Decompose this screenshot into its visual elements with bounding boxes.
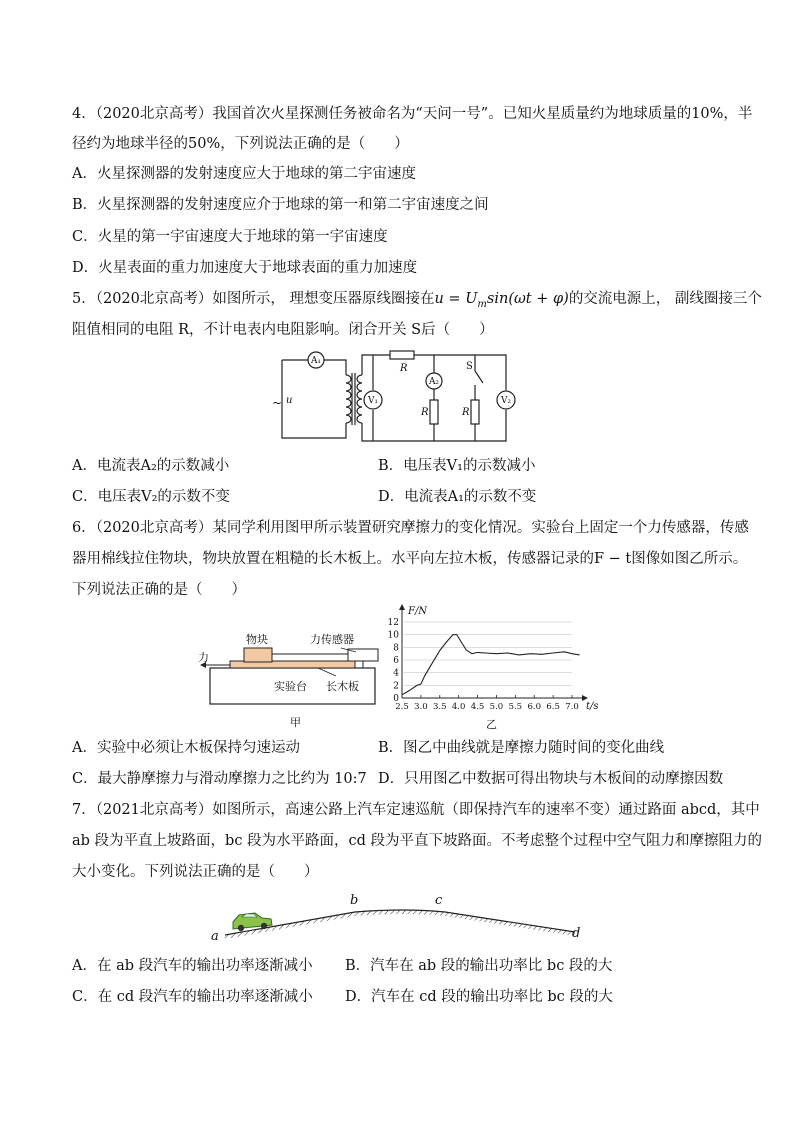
figure-jia-caption: 甲 [290,716,301,729]
voltmeter-v1-label: V₁ [367,396,379,406]
resistor-r-right-label: R [462,407,470,418]
y-tick-label: 10 [387,630,399,641]
board-label: 长木板 [326,680,359,693]
point-c-label: c [435,893,443,908]
resistor-r-top-label: R [400,363,408,374]
y-tick-label: 2 [393,681,399,692]
q5-option-a: A．电流表A₂的示数减小 [72,458,230,474]
point-a-label: a [211,929,219,944]
q5-formula-sub: m [477,298,487,310]
point-d-label: d [572,926,581,941]
point-b-label: b [350,893,359,908]
q5-stem-text-a: 5．（2020北京高考）如图所示， 理想变压器原线圈接在 [72,291,435,307]
q4-option-a: A．火星探测器的发射速度应大于地球的第二宇宙速度 [72,166,416,182]
q7-option-b: B．汽车在 ab 段的输出功率比 bc 段的大 [345,958,613,974]
pull-force-label: 力 [198,651,209,664]
force-time-chart [387,602,605,732]
block-label: 物块 [246,633,268,646]
chart-x-axis-label: t/s [586,701,599,712]
q5-option-d: D．电流表A₁的示数不变 [378,489,537,505]
sensor-label: 力传感器 [310,633,354,646]
x-tick-label: 7.0 [565,702,579,712]
q7-option-a: A．在 ab 段汽车的输出功率逐渐减小 [72,958,313,974]
figure-yi-caption: 乙 [486,718,497,731]
q4-option-c: C．火星的第一宇宙速度大于地球的第一宇宙速度 [72,229,388,245]
table-label: 实验台 [274,680,307,693]
q6-stem-line2: 器用棉线拉住物块，物块放置在粗糙的长木板上。水平向左拉木板，传感器记录的F − t图像如图乙所示。 [72,551,748,567]
x-tick-label: 5.5 [508,702,523,712]
ac-source-icon: ~ [272,396,283,410]
q6-option-a: A．实验中必须让木板保持匀速运动 [72,740,300,756]
q6-option-d: D．只用图乙中数据可得出物块与木板间的动摩擦因数 [378,771,724,787]
y-tick-label: 8 [393,643,399,654]
chart-y-axis-label: F/N [408,606,428,617]
q5-formula-main: u = U [434,291,478,307]
x-tick-label: 3.0 [414,702,428,712]
q5-option-c: C．电压表V₂的示数不变 [72,489,230,505]
q5-formula-tail: sin(ωt + φ) [486,291,569,307]
x-tick-label: 4.0 [451,702,466,712]
q4-option-b: B．火星探测器的发射速度应介于地球的第一和第二宇宙速度之间 [72,197,489,213]
q5-formula [434,291,569,310]
resistor-r-mid-label: R [421,407,429,418]
x-tick-label: 6.5 [546,702,560,712]
x-tick-label: 4.5 [470,702,485,712]
transformer-circuit-figure [270,345,530,450]
y-tick-label: 0 [393,694,399,704]
y-tick-label: 6 [393,656,399,666]
ammeter-a1-label: A₁ [310,356,322,366]
x-tick-label: 2.5 [395,702,409,712]
y-tick-label: 12 [387,618,399,628]
q6-option-b: B．图乙中曲线就是摩擦力随时间的变化曲线 [378,740,665,756]
q4-stem-line1: 4．（2020北京高考）我国首次火星探测任务被命名为“天问一号”。已知火星质量约为地球质量的10%，半 [72,106,753,122]
q7-option-d: D．汽车在 cd 段的输出功率比 bc 段的大 [345,989,613,1005]
x-tick-label: 5.0 [489,702,504,712]
q6-option-c: C．最大静摩擦力与滑动摩擦力之比约为 10:7 [72,771,367,787]
road-profile-figure [205,890,595,948]
q7-stem-line1: 7．（2021北京高考）如图所示，高速公路上汽车定速巡航（即保持汽车的速率不变）通过路面 abcd，其中 [72,802,760,818]
q6-stem-line3: 下列说法正确的是（ ） [72,582,246,598]
source-u-label: u [286,395,293,406]
q7-stem-line2: ab 段为平直上坡路面，bc 段为水平路面，cd 段为平直下坡路面。不考虑整个过程中空气阻力和摩擦阻力的 [72,833,763,849]
friction-apparatus-figure [198,628,388,728]
y-axis-arrow-icon [399,604,405,610]
ammeter-a2-label: A₂ [428,377,440,387]
y-tick-label: 4 [393,668,399,679]
q7-option-c: C．在 cd 段汽车的输出功率逐渐减小 [72,989,313,1005]
q4-stem-line2: 径约为地球半径的50%，下列说法正确的是（ ） [72,136,409,152]
q5-stem-text-b: 的交流电源上， 副线圈接三个 [568,291,762,307]
force-curve-series [402,635,580,695]
x-tick-label: 6.0 [527,702,541,712]
q6-stem-line1: 6．（2020北京高考）某同学利用图甲所示装置研究摩擦力的变化情况。实验台上固定一个力传感器，传感 [72,520,749,536]
x-tick-label: 3.5 [433,702,447,712]
q5-option-b: B．电压表V₁的示数减小 [378,458,536,474]
q4-option-d: D．火星表面的重力加速度大于地球表面的重力加速度 [72,260,418,276]
switch-s-label: S [466,361,473,372]
voltmeter-v2-label: V₂ [500,396,512,406]
q7-stem-line3: 大小变化。下列说法正确的是（ ） [72,864,319,880]
q5-stem-line2: 阻值相同的电阻 R，不计电表内电阻影响。闭合开关 S后（ ） [72,322,494,338]
q5-stem-line1 [72,289,762,315]
